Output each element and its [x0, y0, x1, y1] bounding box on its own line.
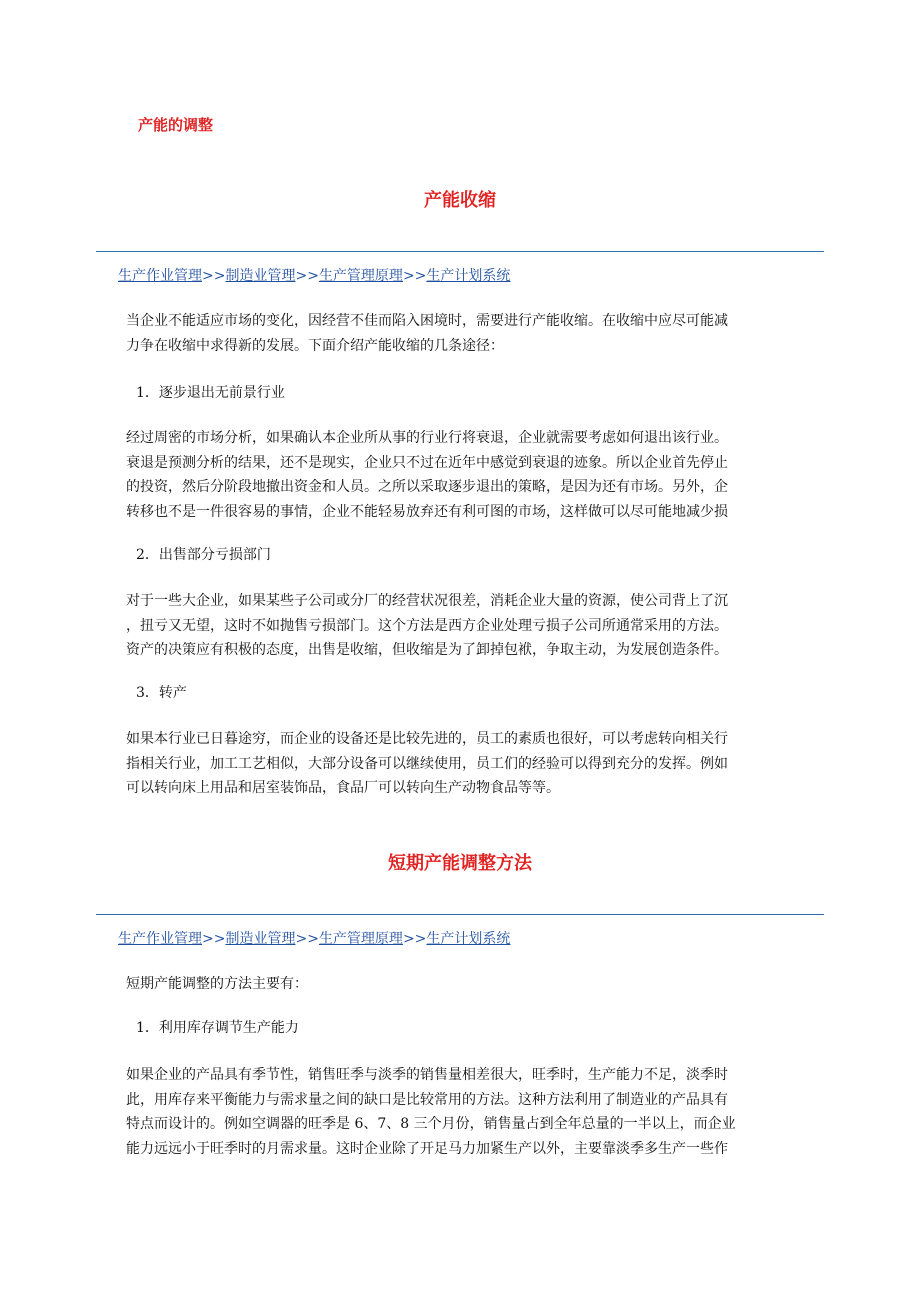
paragraph-gradual-exit — [126, 426, 783, 524]
paragraph-line: 的投资，然后分阶段地撤出资金和人员。之所以采取逐步退出的策略，是因为还有市场。另外，企 — [126, 479, 728, 495]
breadcrumb — [118, 266, 783, 286]
breadcrumb-link-principles[interactable]: 生产管理原理 — [318, 931, 403, 947]
section-intro — [126, 309, 783, 358]
paragraph-line: 特点而设计的。例如空调器的旺季是 6、7、8 三个月份，销售量占到全年总量的一半以上，而企业 — [126, 1116, 736, 1132]
breadcrumb — [118, 929, 783, 949]
section-divider — [96, 914, 824, 915]
paragraph-sell-loss-units — [126, 589, 783, 663]
paragraph-line: ，扭亏又无望，这时不如抛售亏损部门。这个方法是西方企业处理亏损子公司所通常采用的方法。 — [126, 617, 728, 634]
subheading-inventory-adjustment: 1．利用库存调节生产能力 — [136, 1020, 299, 1036]
paragraph-line: 短期产能调整的方法主要有： — [126, 976, 308, 992]
paragraph-line: 资产的决策应有积极的态度，出售是收缩，但收缩是为了卸掉包袱，争取主动，为发展创造条件。 — [126, 642, 728, 658]
breadcrumb-link-production-ops[interactable]: 生产作业管理 — [118, 268, 202, 284]
paragraph-line: 可以转向床上用品和居室装饰品，食品厂可以转向生产动物食品等等。 — [126, 780, 560, 796]
breadcrumb-link-production-ops[interactable]: 生产作业管理 — [118, 931, 202, 947]
subheading-gradual-exit: 1．逐步退出无前景行业 — [136, 385, 285, 401]
section-heading-short-term-adjustment: 短期产能调整方法 — [388, 853, 532, 874]
breadcrumb-separator: >> — [202, 268, 226, 284]
breadcrumb-link-principles[interactable]: 生产管理原理 — [318, 268, 403, 284]
breadcrumb-separator: >> — [202, 931, 226, 947]
paragraph-line: 此，用库存来平衡能力与需求量之间的缺口是比较常用的方法。这种方法利用了制造业的产品具有 — [126, 1091, 728, 1108]
paragraph-line: 经过周密的市场分析，如果确认本企业所从事的行业行将衰退，企业就需要考虑如何退出该行业。 — [126, 430, 728, 446]
paragraph-line: 指相关行业，加工工艺相似，大部分设备可以继续使用，员工们的经验可以得到充分的发挥。例如 — [126, 755, 728, 772]
breadcrumb-link-manufacturing[interactable]: 制造业管理 — [225, 931, 296, 947]
breadcrumb-link-manufacturing[interactable]: 制造业管理 — [225, 268, 296, 284]
breadcrumb-separator: >> — [295, 268, 319, 284]
paragraph-line: 当企业不能适应市场的变化，因经营不佳而陷入困境时，需要进行产能收缩。在收缩中应尽可能减 — [126, 313, 728, 329]
breadcrumb-separator: >> — [402, 931, 427, 947]
paragraph-inventory-adjustment — [126, 1063, 783, 1161]
breadcrumb-link-planning-system[interactable]: 生产计划系统 — [426, 931, 511, 947]
subheading-sell-loss-units: 2．出售部分亏损部门 — [136, 547, 271, 563]
paragraph-line: 如果本行业已日暮途穷，而企业的设备还是比较先进的，员工的素质也很好，可以考虑转向相关行 — [126, 731, 728, 747]
page-title: 产能的调整 — [138, 116, 214, 134]
paragraph-line: 力争在收缩中求得新的发展。下面介绍产能收缩的几条途径： — [126, 337, 504, 354]
paragraph-transfer-production — [126, 727, 783, 801]
paragraph-line: 转移也不是一件很容易的事情，企业不能轻易放弃还有利可图的市场，这样做可以尽可能地减少损 — [126, 503, 728, 520]
paragraph-line: 对于一些大企业，如果某些子公司或分厂的经营状况很差，消耗企业大量的资源，使公司背上了沉 — [126, 593, 728, 609]
paragraph-line: 如果企业的产品具有季节性，销售旺季与淡季的销售量相差很大，旺季时，生产能力不足，淡季时 — [126, 1067, 728, 1083]
breadcrumb-link-planning-system[interactable]: 生产计划系统 — [426, 268, 511, 284]
paragraph-line: 能力远远小于旺季时的月需求量。这时企业除了开足马力加紧生产以外，主要靠淡季多生产一些作 — [126, 1140, 728, 1157]
breadcrumb-separator: >> — [295, 931, 319, 947]
breadcrumb-separator: >> — [402, 268, 427, 284]
section-divider — [96, 251, 824, 252]
section-intro — [126, 972, 783, 997]
paragraph-line: 衰退是预测分析的结果，还不是现实，企业只不过在近年中感觉到衰退的迹象。所以企业首先停止 — [126, 454, 728, 471]
section-heading-capacity-reduction: 产能收缩 — [424, 190, 496, 211]
subheading-transfer-production: 3．转产 — [136, 685, 187, 701]
